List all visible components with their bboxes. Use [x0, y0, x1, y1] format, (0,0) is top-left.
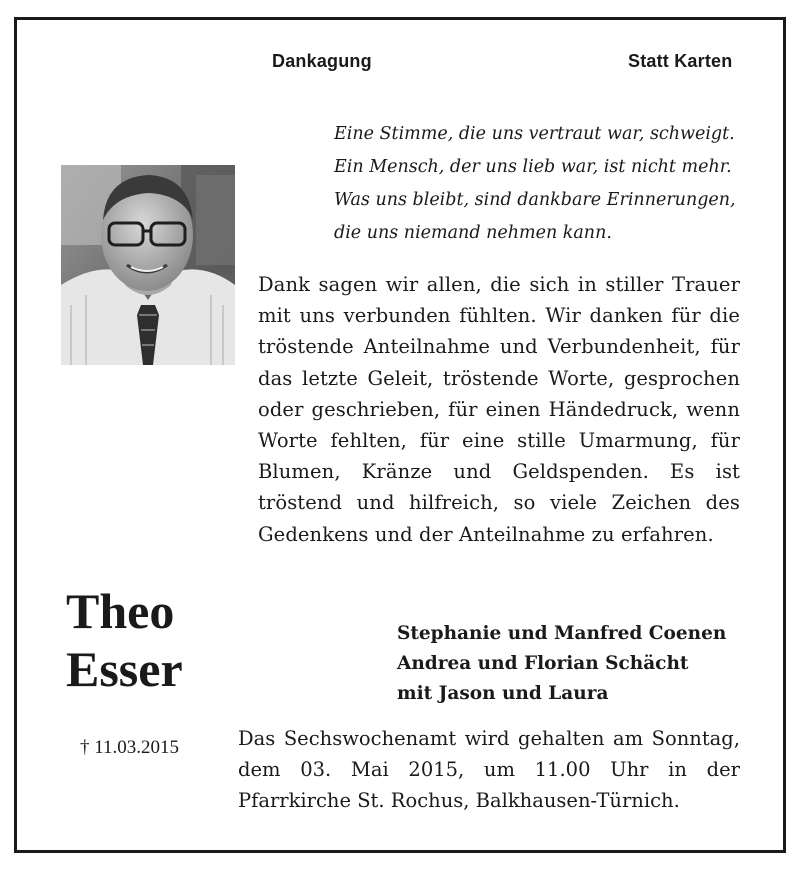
poem-line: die uns niemand nehmen kann.: [334, 223, 612, 243]
poem: [334, 118, 754, 250]
deceased-name: [66, 582, 226, 698]
signer-line: mit Jason und Laura: [397, 683, 609, 704]
header-dankagung: Dankagung: [272, 51, 372, 71]
poem-line: Was uns bleibt, sind dankbare Erinnerungen,: [334, 190, 736, 210]
death-date: † 11.03.2015: [80, 737, 180, 758]
portrait-photo: [61, 165, 235, 365]
poem-line: Ein Mensch, der uns lieb war, ist nicht mehr.: [334, 157, 732, 177]
person-portrait-icon: [61, 165, 235, 365]
deceased-last-name: Esser: [66, 641, 183, 697]
mass-notice: Das Sechswochenamt wird gehalten am Sonntag, dem 03. Mai 2015, um 11.00 Uhr in der Pfarrkirche St. Rochus, Balkhausen-Türnich.: [238, 727, 740, 813]
poem-line: Eine Stimme, die uns vertraut war, schweigt.: [334, 124, 735, 144]
signer-line: Stephanie und Manfred Coenen: [397, 623, 727, 644]
signers: [397, 619, 757, 709]
header-statt-karten: Statt Karten: [628, 51, 733, 71]
deceased-first-name: Theo: [66, 583, 175, 639]
thanks-text: Dank sagen wir allen, die sich in stiller Trauer mit uns verbunden fühlten. Wir danken für die tröstende Anteilnahme und Verbundenheit, für das letzte Geleit, tröstende Worte, gesprochen oder geschrieben, für einen Händedruck, wenn Worte fehlten, für eine stille Umarmung, für Blumen, Kränze und Geldspenden. Es ist tröstend und hilfreich, so viele Zeichen des Gedenkens und der Anteilnahme zu erfahren.: [258, 273, 740, 546]
signer-line: Andrea und Florian Schächt: [397, 653, 689, 674]
